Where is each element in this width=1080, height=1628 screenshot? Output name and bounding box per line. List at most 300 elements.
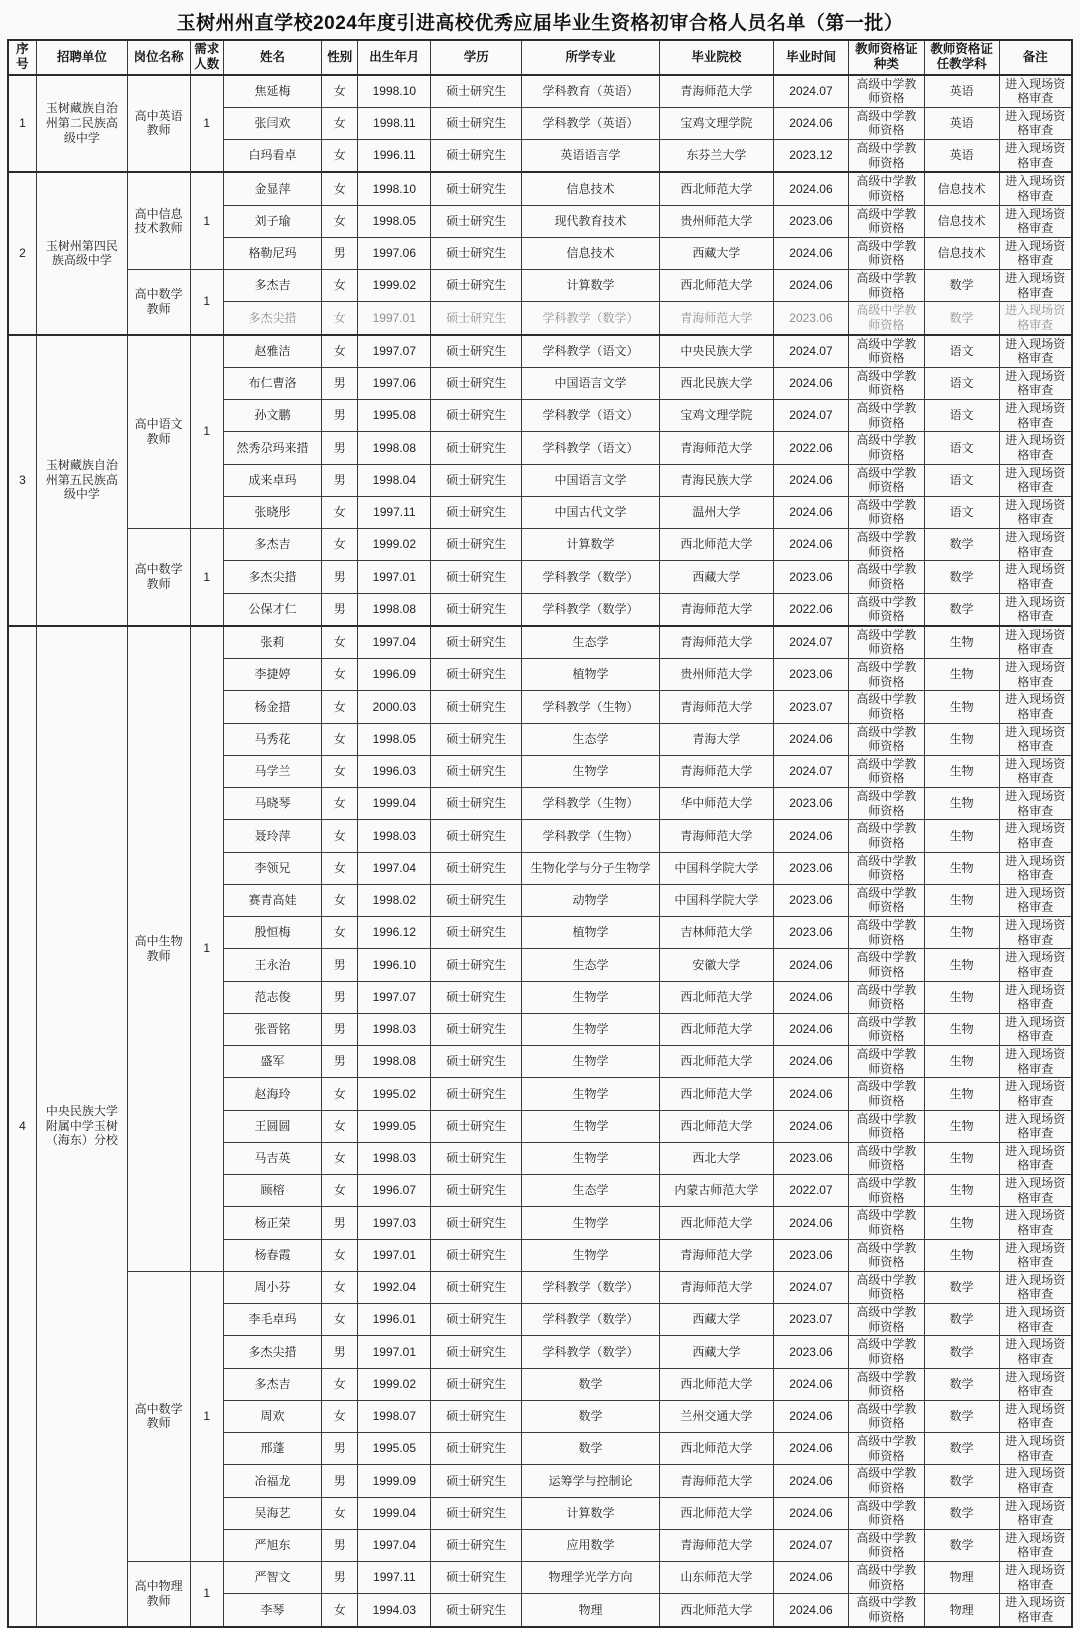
- major-cell: 学科教学（数学）: [522, 593, 660, 626]
- name-cell: 多杰吉: [223, 529, 321, 561]
- unit-cell: 玉树州第四民族高级中学: [36, 172, 127, 334]
- remark-cell: 进入现场资格审查: [999, 1433, 1072, 1465]
- cert-cell: 高级中学教师资格: [848, 788, 924, 820]
- remark-cell: 进入现场资格审查: [999, 140, 1072, 173]
- subject-cell: 生物: [924, 1046, 999, 1078]
- subject-cell: 信息技术: [924, 205, 999, 237]
- cert-cell: 高级中学教师资格: [848, 917, 924, 949]
- degree-cell: 硕士研究生: [431, 302, 522, 335]
- gender-cell: 女: [322, 1078, 358, 1110]
- gender-cell: 男: [322, 1529, 358, 1561]
- degree-cell: 硕士研究生: [431, 1239, 522, 1271]
- subject-cell: 生物: [924, 788, 999, 820]
- gender-cell: 男: [322, 237, 358, 269]
- grad-cell: 2024.06: [774, 1013, 849, 1045]
- school-cell: 吉林师范大学: [659, 917, 773, 949]
- remark-cell: 进入现场资格审查: [999, 1175, 1072, 1207]
- major-cell: 生态学: [522, 626, 660, 659]
- subject-cell: 生物: [924, 1142, 999, 1174]
- birth-cell: 1997.07: [358, 335, 431, 368]
- gender-cell: 女: [322, 205, 358, 237]
- grad-cell: 2024.07: [774, 1271, 849, 1303]
- major-cell: 生物学: [522, 755, 660, 787]
- gender-cell: 男: [322, 432, 358, 464]
- school-cell: 兰州交通大学: [659, 1400, 773, 1432]
- birth-cell: 1998.02: [358, 884, 431, 916]
- column-header-7: 出生年月: [358, 40, 431, 75]
- count-cell: 1: [190, 75, 223, 173]
- school-cell: 内蒙古师范大学: [659, 1175, 773, 1207]
- school-cell: 西北师范大学: [659, 1368, 773, 1400]
- gender-cell: 女: [322, 302, 358, 335]
- column-header-14: 备注: [999, 40, 1072, 75]
- grad-cell: 2024.06: [774, 529, 849, 561]
- remark-cell: 进入现场资格审查: [999, 755, 1072, 787]
- table-body: [8, 75, 1072, 1627]
- cert-cell: 高级中学教师资格: [848, 1497, 924, 1529]
- subject-cell: 数学: [924, 302, 999, 335]
- subject-cell: 生物: [924, 884, 999, 916]
- grad-cell: 2024.07: [774, 1529, 849, 1561]
- position-cell: 高中英语教师: [127, 75, 190, 173]
- cert-cell: 高级中学教师资格: [848, 1304, 924, 1336]
- subject-cell: 生物: [924, 1175, 999, 1207]
- gender-cell: 女: [322, 1175, 358, 1207]
- subject-cell: 生物: [924, 949, 999, 981]
- cert-cell: 高级中学教师资格: [848, 302, 924, 335]
- name-cell: 焦延梅: [223, 75, 321, 108]
- remark-cell: 进入现场资格审查: [999, 659, 1072, 691]
- cert-cell: 高级中学教师资格: [848, 1013, 924, 1045]
- cert-cell: 高级中学教师资格: [848, 1529, 924, 1561]
- name-cell: 赛青高娃: [223, 884, 321, 916]
- gender-cell: 女: [322, 1110, 358, 1142]
- name-cell: 赵雅洁: [223, 335, 321, 368]
- position-cell: 高中数学教师: [127, 529, 190, 626]
- remark-cell: 进入现场资格审查: [999, 1562, 1072, 1594]
- remark-cell: 进入现场资格审查: [999, 1239, 1072, 1271]
- birth-cell: 1997.06: [358, 237, 431, 269]
- cert-cell: 高级中学教师资格: [848, 820, 924, 852]
- grad-cell: 2024.06: [774, 949, 849, 981]
- birth-cell: 1999.02: [358, 529, 431, 561]
- remark-cell: 进入现场资格审查: [999, 1465, 1072, 1497]
- major-cell: 中国语言文学: [522, 367, 660, 399]
- subject-cell: 英语: [924, 140, 999, 173]
- grad-cell: 2023.06: [774, 917, 849, 949]
- grad-cell: 2024.06: [774, 237, 849, 269]
- birth-cell: 1997.01: [358, 1239, 431, 1271]
- subject-cell: 生物: [924, 1078, 999, 1110]
- major-cell: 生物学: [522, 1078, 660, 1110]
- school-cell: 西藏大学: [659, 237, 773, 269]
- name-cell: 马学兰: [223, 755, 321, 787]
- gender-cell: 女: [322, 788, 358, 820]
- cert-cell: 高级中学教师资格: [848, 1207, 924, 1239]
- birth-cell: 1996.07: [358, 1175, 431, 1207]
- gender-cell: 女: [322, 852, 358, 884]
- major-cell: 学科教学（数学）: [522, 1304, 660, 1336]
- name-cell: 孙文鹏: [223, 400, 321, 432]
- remark-cell: 进入现场资格审查: [999, 432, 1072, 464]
- major-cell: 学科教学（数学）: [522, 561, 660, 593]
- birth-cell: 1998.03: [358, 1013, 431, 1045]
- gender-cell: 女: [322, 755, 358, 787]
- column-header-11: 毕业时间: [774, 40, 849, 75]
- cert-cell: 高级中学教师资格: [848, 529, 924, 561]
- name-cell: 吴海艺: [223, 1497, 321, 1529]
- gender-cell: 男: [322, 1562, 358, 1594]
- degree-cell: 硕士研究生: [431, 367, 522, 399]
- school-cell: 中央民族大学: [659, 335, 773, 368]
- cert-cell: 高级中学教师资格: [848, 1562, 924, 1594]
- birth-cell: 1999.09: [358, 1465, 431, 1497]
- birth-cell: 1998.03: [358, 1142, 431, 1174]
- position-cell: 高中物理教师: [127, 1562, 190, 1627]
- degree-cell: 硕士研究生: [431, 464, 522, 496]
- grad-cell: 2024.06: [774, 1078, 849, 1110]
- remark-cell: 进入现场资格审查: [999, 302, 1072, 335]
- school-cell: 青海师范大学: [659, 626, 773, 659]
- degree-cell: 硕士研究生: [431, 400, 522, 432]
- school-cell: 山东师范大学: [659, 1562, 773, 1594]
- birth-cell: 1996.12: [358, 917, 431, 949]
- degree-cell: 硕士研究生: [431, 1207, 522, 1239]
- degree-cell: 硕士研究生: [431, 561, 522, 593]
- name-cell: 周小芬: [223, 1271, 321, 1303]
- subject-cell: 数学: [924, 561, 999, 593]
- remark-cell: 进入现场资格审查: [999, 788, 1072, 820]
- column-header-13: 教师资格证任教学科: [924, 40, 999, 75]
- grad-cell: 2024.07: [774, 335, 849, 368]
- name-cell: 严智文: [223, 1562, 321, 1594]
- major-cell: 计算数学: [522, 1497, 660, 1529]
- grad-cell: 2023.06: [774, 884, 849, 916]
- column-header-2: 招聘单位: [36, 40, 127, 75]
- degree-cell: 硕士研究生: [431, 1078, 522, 1110]
- count-cell: 1: [190, 335, 223, 529]
- subject-cell: 数学: [924, 1271, 999, 1303]
- degree-cell: 硕士研究生: [431, 75, 522, 108]
- major-cell: 植物学: [522, 917, 660, 949]
- header-row: [8, 40, 1072, 75]
- name-cell: 马吉英: [223, 1142, 321, 1174]
- degree-cell: 硕士研究生: [431, 691, 522, 723]
- cert-cell: 高级中学教师资格: [848, 659, 924, 691]
- remark-cell: 进入现场资格审查: [999, 884, 1072, 916]
- subject-cell: 生物: [924, 1110, 999, 1142]
- gender-cell: 男: [322, 1046, 358, 1078]
- degree-cell: 硕士研究生: [431, 432, 522, 464]
- remark-cell: 进入现场资格审查: [999, 981, 1072, 1013]
- degree-cell: 硕士研究生: [431, 1013, 522, 1045]
- degree-cell: 硕士研究生: [431, 820, 522, 852]
- count-cell: 1: [190, 626, 223, 1272]
- candidate-row: [8, 1271, 1072, 1303]
- school-cell: 西北师范大学: [659, 1078, 773, 1110]
- school-cell: 西北师范大学: [659, 1207, 773, 1239]
- cert-cell: 高级中学教师资格: [848, 1239, 924, 1271]
- subject-cell: 语文: [924, 367, 999, 399]
- school-cell: 青海师范大学: [659, 755, 773, 787]
- birth-cell: 1997.06: [358, 367, 431, 399]
- major-cell: 物理学光学方向: [522, 1562, 660, 1594]
- name-cell: 赵海玲: [223, 1078, 321, 1110]
- degree-cell: 硕士研究生: [431, 1368, 522, 1400]
- subject-cell: 数学: [924, 1368, 999, 1400]
- subject-cell: 数学: [924, 1336, 999, 1368]
- name-cell: 成来卓玛: [223, 464, 321, 496]
- remark-cell: 进入现场资格审查: [999, 237, 1072, 269]
- subject-cell: 数学: [924, 270, 999, 302]
- gender-cell: 女: [322, 1142, 358, 1174]
- school-cell: 西北师范大学: [659, 1594, 773, 1627]
- degree-cell: 硕士研究生: [431, 981, 522, 1013]
- cert-cell: 高级中学教师资格: [848, 400, 924, 432]
- degree-cell: 硕士研究生: [431, 496, 522, 528]
- birth-cell: 1999.04: [358, 1497, 431, 1529]
- name-cell: 王永治: [223, 949, 321, 981]
- major-cell: 数学: [522, 1400, 660, 1432]
- remark-cell: 进入现场资格审查: [999, 400, 1072, 432]
- major-cell: 学科教育（英语）: [522, 75, 660, 108]
- count-cell: 1: [190, 270, 223, 335]
- gender-cell: 男: [322, 981, 358, 1013]
- cert-cell: 高级中学教师资格: [848, 723, 924, 755]
- column-header-3: 岗位名称: [127, 40, 190, 75]
- major-cell: 学科教学（语文）: [522, 400, 660, 432]
- major-cell: 英语语言学: [522, 140, 660, 173]
- name-cell: 严旭东: [223, 1529, 321, 1561]
- school-cell: 青海师范大学: [659, 820, 773, 852]
- grad-cell: 2023.07: [774, 691, 849, 723]
- birth-cell: 1994.03: [358, 1594, 431, 1627]
- grad-cell: 2024.06: [774, 107, 849, 139]
- remark-cell: 进入现场资格审查: [999, 723, 1072, 755]
- candidate-row: [8, 529, 1072, 561]
- school-cell: 西北师范大学: [659, 1046, 773, 1078]
- unit-cell: 中央民族大学附属中学玉树（海东）分校: [36, 626, 127, 1627]
- remark-cell: 进入现场资格审查: [999, 691, 1072, 723]
- major-cell: 学科教学（数学）: [522, 1336, 660, 1368]
- remark-cell: 进入现场资格审查: [999, 1271, 1072, 1303]
- gender-cell: 女: [322, 107, 358, 139]
- remark-cell: 进入现场资格审查: [999, 205, 1072, 237]
- cert-cell: 高级中学教师资格: [848, 1400, 924, 1432]
- grad-cell: 2024.06: [774, 1110, 849, 1142]
- degree-cell: 硕士研究生: [431, 140, 522, 173]
- grad-cell: 2024.06: [774, 1207, 849, 1239]
- remark-cell: 进入现场资格审查: [999, 1594, 1072, 1627]
- degree-cell: 硕士研究生: [431, 529, 522, 561]
- remark-cell: 进入现场资格审查: [999, 496, 1072, 528]
- count-cell: 1: [190, 1562, 223, 1627]
- grad-cell: 2024.06: [774, 1368, 849, 1400]
- roster-table: [7, 39, 1073, 1628]
- major-cell: 学科教学（英语）: [522, 107, 660, 139]
- school-cell: 西北师范大学: [659, 172, 773, 205]
- major-cell: 计算数学: [522, 270, 660, 302]
- remark-cell: 进入现场资格审查: [999, 1368, 1072, 1400]
- grad-cell: 2023.12: [774, 140, 849, 173]
- candidate-row: [8, 75, 1072, 108]
- name-cell: 范志俊: [223, 981, 321, 1013]
- gender-cell: 女: [322, 691, 358, 723]
- school-cell: 青海师范大学: [659, 593, 773, 626]
- cert-cell: 高级中学教师资格: [848, 852, 924, 884]
- candidate-row: [8, 626, 1072, 659]
- school-cell: 西北师范大学: [659, 270, 773, 302]
- school-cell: 西北师范大学: [659, 529, 773, 561]
- gender-cell: 女: [322, 529, 358, 561]
- cert-cell: 高级中学教师资格: [848, 1433, 924, 1465]
- subject-cell: 数学: [924, 1529, 999, 1561]
- major-cell: 生态学: [522, 723, 660, 755]
- degree-cell: 硕士研究生: [431, 949, 522, 981]
- grad-cell: 2022.07: [774, 1175, 849, 1207]
- subject-cell: 生物: [924, 626, 999, 659]
- subject-cell: 数学: [924, 529, 999, 561]
- major-cell: 植物学: [522, 659, 660, 691]
- school-cell: 温州大学: [659, 496, 773, 528]
- gender-cell: 男: [322, 1207, 358, 1239]
- degree-cell: 硕士研究生: [431, 237, 522, 269]
- birth-cell: 1997.04: [358, 1529, 431, 1561]
- major-cell: 学科教学（生物）: [522, 788, 660, 820]
- birth-cell: 1997.11: [358, 1562, 431, 1594]
- cert-cell: 高级中学教师资格: [848, 335, 924, 368]
- major-cell: 学科教学（生物）: [522, 820, 660, 852]
- degree-cell: 硕士研究生: [431, 1175, 522, 1207]
- school-cell: 中国科学院大学: [659, 852, 773, 884]
- grad-cell: 2024.06: [774, 496, 849, 528]
- degree-cell: 硕士研究生: [431, 884, 522, 916]
- cert-cell: 高级中学教师资格: [848, 1271, 924, 1303]
- grad-cell: 2024.06: [774, 1433, 849, 1465]
- birth-cell: 1997.01: [358, 561, 431, 593]
- major-cell: 信息技术: [522, 172, 660, 205]
- major-cell: 运筹学与控制论: [522, 1465, 660, 1497]
- grad-cell: 2024.06: [774, 820, 849, 852]
- degree-cell: 硕士研究生: [431, 1594, 522, 1627]
- grad-cell: 2024.07: [774, 626, 849, 659]
- cert-cell: 高级中学教师资格: [848, 270, 924, 302]
- name-cell: 李捷婷: [223, 659, 321, 691]
- birth-cell: 1999.04: [358, 788, 431, 820]
- degree-cell: 硕士研究生: [431, 172, 522, 205]
- remark-cell: 进入现场资格审查: [999, 1497, 1072, 1529]
- position-cell: 高中生物教师: [127, 626, 190, 1272]
- major-cell: 学科教学（语文）: [522, 335, 660, 368]
- subject-cell: 语文: [924, 400, 999, 432]
- name-cell: 格勒尼玛: [223, 237, 321, 269]
- major-cell: 生物学: [522, 1207, 660, 1239]
- remark-cell: 进入现场资格审查: [999, 852, 1072, 884]
- degree-cell: 硕士研究生: [431, 788, 522, 820]
- gender-cell: 女: [322, 820, 358, 852]
- column-header-12: 教师资格证种类: [848, 40, 924, 75]
- remark-cell: 进入现场资格审查: [999, 367, 1072, 399]
- subject-cell: 生物: [924, 820, 999, 852]
- major-cell: 生态学: [522, 949, 660, 981]
- cert-cell: 高级中学教师资格: [848, 626, 924, 659]
- school-cell: 宝鸡文理学院: [659, 107, 773, 139]
- degree-cell: 硕士研究生: [431, 723, 522, 755]
- degree-cell: 硕士研究生: [431, 1304, 522, 1336]
- remark-cell: 进入现场资格审查: [999, 335, 1072, 368]
- remark-cell: 进入现场资格审查: [999, 1336, 1072, 1368]
- remark-cell: 进入现场资格审查: [999, 1304, 1072, 1336]
- grad-cell: 2024.06: [774, 981, 849, 1013]
- grad-cell: 2024.06: [774, 1594, 849, 1627]
- remark-cell: 进入现场资格审查: [999, 1046, 1072, 1078]
- gender-cell: 男: [322, 367, 358, 399]
- major-cell: 学科教学（语文）: [522, 432, 660, 464]
- subject-cell: 数学: [924, 593, 999, 626]
- birth-cell: 1998.10: [358, 172, 431, 205]
- cert-cell: 高级中学教师资格: [848, 140, 924, 173]
- major-cell: 物理: [522, 1594, 660, 1627]
- subject-cell: 数学: [924, 1304, 999, 1336]
- birth-cell: 1998.07: [358, 1400, 431, 1432]
- remark-cell: 进入现场资格审查: [999, 1400, 1072, 1432]
- remark-cell: 进入现场资格审查: [999, 949, 1072, 981]
- birth-cell: 1996.11: [358, 140, 431, 173]
- degree-cell: 硕士研究生: [431, 593, 522, 626]
- cert-cell: 高级中学教师资格: [848, 432, 924, 464]
- gender-cell: 女: [322, 723, 358, 755]
- gender-cell: 男: [322, 949, 358, 981]
- remark-cell: 进入现场资格审查: [999, 1142, 1072, 1174]
- page-title: 玉树州州直学校2024年度引进高校优秀应届毕业生资格初审合格人员名单（第一批）: [176, 13, 904, 34]
- gender-cell: 男: [322, 593, 358, 626]
- column-header-10: 毕业院校: [659, 40, 773, 75]
- major-cell: 生物学: [522, 1142, 660, 1174]
- grad-cell: 2023.06: [774, 1239, 849, 1271]
- birth-cell: 1995.08: [358, 400, 431, 432]
- grad-cell: 2023.06: [774, 561, 849, 593]
- birth-cell: 1998.10: [358, 75, 431, 108]
- major-cell: 信息技术: [522, 237, 660, 269]
- column-header-8: 学历: [431, 40, 522, 75]
- subject-cell: 生物: [924, 755, 999, 787]
- degree-cell: 硕士研究生: [431, 626, 522, 659]
- name-cell: 李毛卓玛: [223, 1304, 321, 1336]
- name-cell: 聂玲萍: [223, 820, 321, 852]
- remark-cell: 进入现场资格审查: [999, 1013, 1072, 1045]
- grad-cell: 2023.06: [774, 1336, 849, 1368]
- name-cell: 多杰尖措: [223, 561, 321, 593]
- school-cell: 西藏大学: [659, 561, 773, 593]
- count-cell: 1: [190, 529, 223, 626]
- gender-cell: 男: [322, 400, 358, 432]
- degree-cell: 硕士研究生: [431, 852, 522, 884]
- column-header-4: 需求人数: [190, 40, 223, 75]
- cert-cell: 高级中学教师资格: [848, 561, 924, 593]
- major-cell: 现代教育技术: [522, 205, 660, 237]
- major-cell: 应用数学: [522, 1529, 660, 1561]
- name-cell: 金显萍: [223, 172, 321, 205]
- gender-cell: 女: [322, 140, 358, 173]
- cert-cell: 高级中学教师资格: [848, 1175, 924, 1207]
- school-cell: 青海师范大学: [659, 1529, 773, 1561]
- major-cell: 数学: [522, 1368, 660, 1400]
- seq-cell: 3: [8, 335, 36, 626]
- name-cell: 盛军: [223, 1046, 321, 1078]
- gender-cell: 女: [322, 1304, 358, 1336]
- remark-cell: 进入现场资格审查: [999, 1110, 1072, 1142]
- school-cell: 青海师范大学: [659, 1239, 773, 1271]
